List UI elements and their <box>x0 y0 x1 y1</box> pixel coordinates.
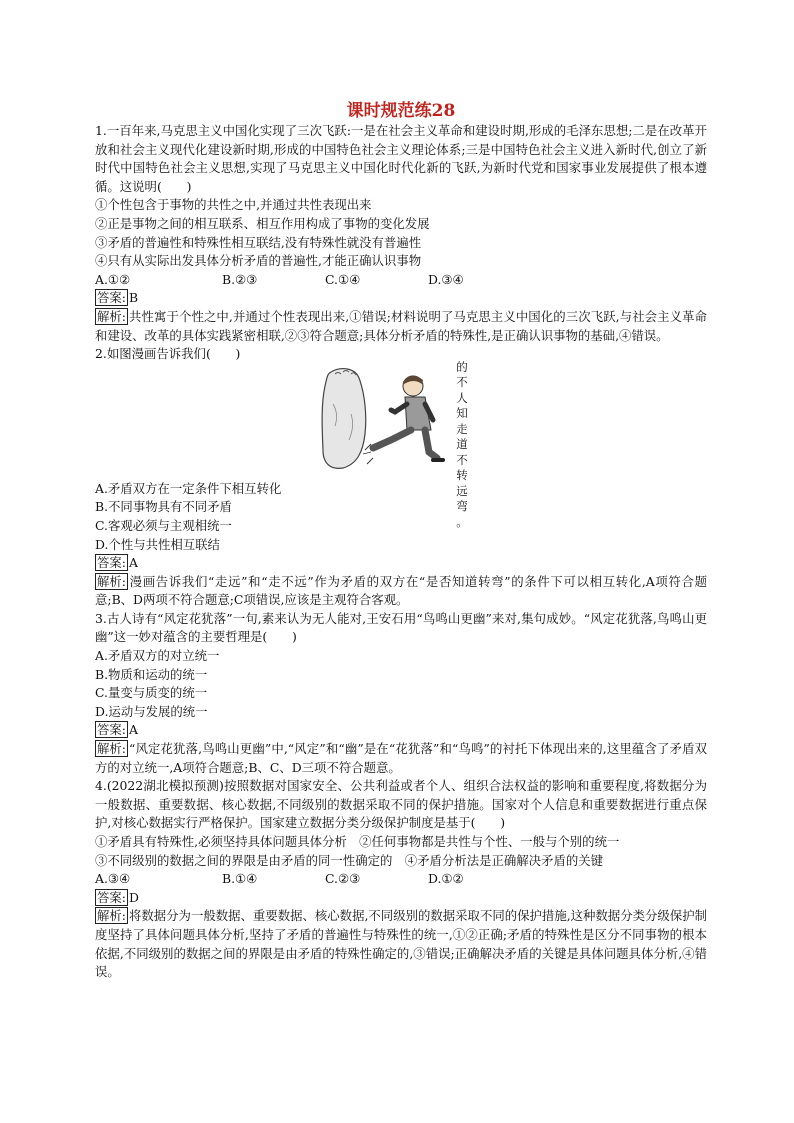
statement-line: ③不同级别的数据之间的界限是由矛盾的同一性确定的 ④矛盾分析法是正确解决矛盾的关键 <box>95 852 604 868</box>
analysis-label: 解析: <box>97 308 126 324</box>
statement-item: ③矛盾的普遍性和特殊性相互联结,没有特殊性就没有普遍性 <box>95 234 422 250</box>
option-a: A.①② <box>95 271 131 287</box>
answer-value: A <box>128 555 138 571</box>
option-a: A.矛盾双方在一定条件下相互转化 <box>95 480 282 496</box>
option-c: C.客观必须与主观相统一 <box>95 517 232 533</box>
option-row <box>95 870 707 889</box>
analysis-row <box>95 907 707 981</box>
option-d: D.运动与发展的统一 <box>95 703 208 719</box>
answer-label: 答案: <box>97 889 126 905</box>
analysis-row <box>95 573 707 610</box>
option-c: C.①④ <box>325 271 361 287</box>
question-4 <box>95 777 707 982</box>
worksheet <box>95 100 707 982</box>
option-b: B.②③ <box>222 271 258 287</box>
statement-item: ①个性包含于事物的共性之中,并通过共性表现出来 <box>95 197 372 213</box>
analysis-label: 解析: <box>97 908 126 924</box>
option-b: B.不同事物具有不同矛盾 <box>95 499 232 515</box>
question-2 <box>95 345 707 610</box>
statement-item: ④只有从实际出发具体分析矛盾的普遍性,才能正确认识事物 <box>95 253 422 269</box>
statement-item: ②正是事物之间的相互联系、相互作用构成了事物的变化发展 <box>95 215 430 231</box>
analysis-text: 将数据分为一般数据、重要数据、核心数据,不同级别的数据采取不同的保护措施,这种数据分类分级保护制度坚持了具体问题具体分析,坚持了矛盾的普遍性与特殊性的统一,①②正确;矛盾的特殊性是区分不同事物的根本依据,不同级别的数据之间的界限是由矛盾的特殊性确定的,③错误;正确解决矛盾的关键是具体问题具体分析,④错误。 <box>95 908 707 980</box>
cartoon-illustration <box>321 364 449 476</box>
kicking-leg <box>373 430 411 448</box>
analysis-text: “风定花犹落,鸟鸣山更幽”中,“风定”和“幽”是在“花犹落”和“鸟鸣”的衬托下体现出来的,这里蕴含了矛盾双方的对立统一,A项符合题意;B、C、D三项不符合题意。 <box>95 741 707 775</box>
answer-label: 答案: <box>97 290 126 306</box>
question-3 <box>95 610 707 777</box>
analysis-row <box>95 308 707 345</box>
answer-row <box>95 554 707 573</box>
option-d: D.个性与共性相互联结 <box>95 536 220 552</box>
analysis-text: 共性寓于个性之中,并通过个性表现出来,①错误;材料说明了马克思主义中国化的三次飞跃,与社会主义革命和建设、改革的具体实践紧密相联,②③符合题意;具体分析矛盾的特殊性,是正确认识事物的基础,④错误。 <box>95 308 707 343</box>
option-row <box>95 271 707 290</box>
answer-label: 答案: <box>97 555 126 571</box>
option-a: A.矛盾双方的对立统一 <box>95 648 220 664</box>
option-b: B.①④ <box>222 871 258 887</box>
answer-row <box>95 721 707 740</box>
analysis-label: 解析: <box>97 573 126 589</box>
rock-shape <box>322 368 366 468</box>
analysis-text: 漫画告诉我们“走远”和“走不远”作为矛盾的双方在“是否知道转弯”的条件下可以相互转化,A项符合题意;B、D两项不符合题意;C项错误,应该是主观符合客观。 <box>95 573 707 608</box>
question-stem: 1.一百年来,马克思主义中国化实现了三次飞跃:一是在社会主义革命和建设时期,形成的毛泽东思想;二是在改革开放和社会主义现代化建设新时期,形成的中国特色社会主义理论体系;三是中国特色社会主义进入新时代,创立了新时代中国特色社会主义思想,实现了马克思主义中国化时代化新的飞跃,为新时代党和国家事业发展提供了根本遵循。这说明( ) <box>95 123 707 194</box>
answer-value: D <box>128 889 139 905</box>
option-d: D.①② <box>428 871 464 887</box>
answer-value: A <box>128 722 138 738</box>
answer-row <box>95 889 707 908</box>
question-1 <box>95 122 707 345</box>
analysis-row <box>95 740 707 777</box>
answer-value: B <box>128 290 139 306</box>
analysis-label: 解析: <box>97 741 126 757</box>
statement-line: ①矛盾具有特殊性,必须坚持具体问题具体分析 ②任何事物都是共性与个性、一般与个别的统一 <box>95 834 620 849</box>
answer-row <box>95 289 707 308</box>
option-b: B.物质和运动的统一 <box>95 666 208 682</box>
question-stem: 2.如图漫画告诉我们( ) <box>95 346 241 362</box>
question-stem: 3.古人诗有“风定花犹落”一句,素来认为无人能对,王安石用“鸟鸣山更幽”来对,集句成妙。“风定花犹落,鸟鸣山更幽”这一妙对蕴含的主要哲理是( ) <box>95 610 707 645</box>
cartoon-figure <box>321 359 491 529</box>
cartoon-caption: 的不 人知 走道 不转 远弯 。 <box>456 359 468 529</box>
answer-label: 答案: <box>97 722 126 738</box>
option-c: C.量变与质变的统一 <box>95 685 208 701</box>
option-d: D.③④ <box>428 271 464 287</box>
option-a: A.③④ <box>95 871 131 887</box>
page-title: 课时规范练28 <box>346 101 456 121</box>
option-c: C.②③ <box>325 871 361 887</box>
question-stem: 4.(2022湖北模拟预测)按照数据对国家安全、公共利益或者个人、组织合法权益的影响和重要程度,将数据分为一般数据、重要数据、核心数据,不同级别的数据采取不同的保护措施。国家对个人信息和重要数据进行重点保护,对核心数据实行严格保护。国家建立数据分类分级保护制度是基于( ) <box>95 778 707 831</box>
